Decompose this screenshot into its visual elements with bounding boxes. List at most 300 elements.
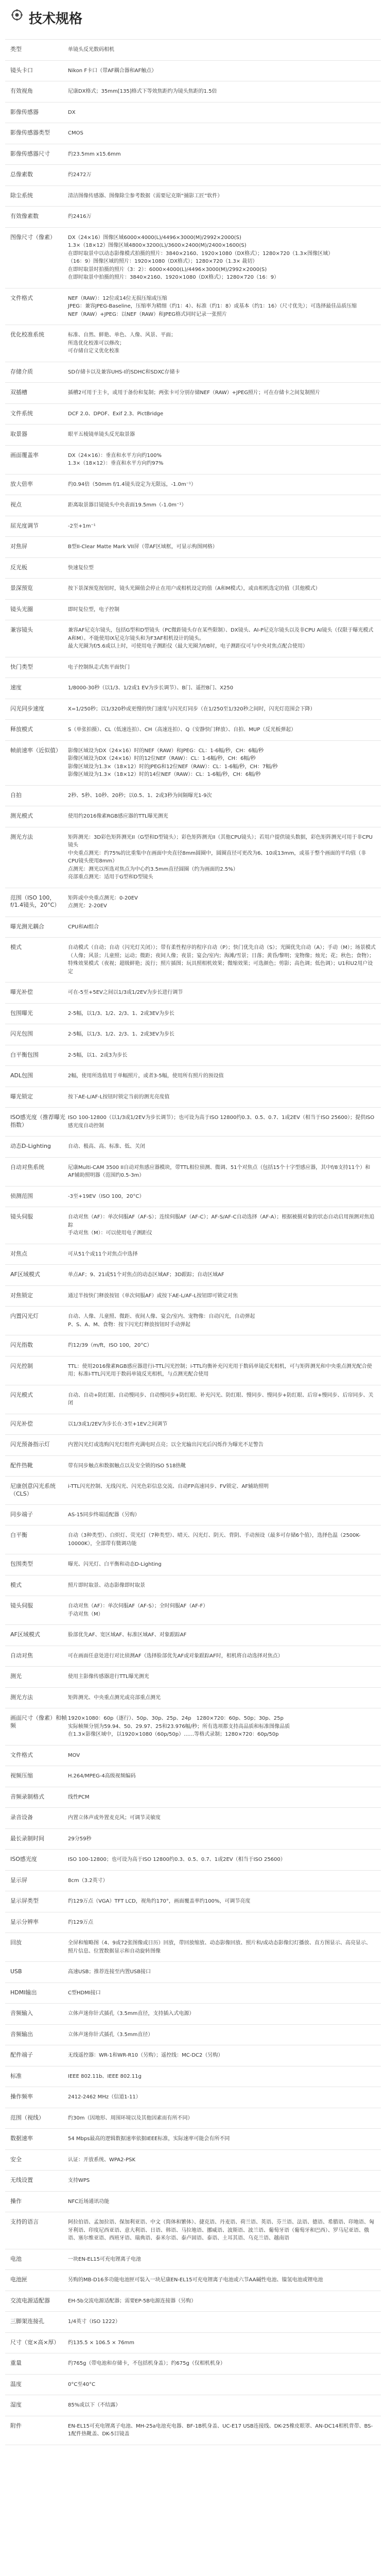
spec-label: 屈光度调节	[10, 522, 39, 529]
spec-label: 镜头伺服	[10, 1213, 33, 1220]
spec-value: -2至+1m⁻¹	[68, 523, 96, 529]
spec-label: 动态D-Lighting	[10, 1143, 51, 1149]
spec-value: -3至+19EV（ISO 100，20°C）	[68, 1193, 145, 1199]
spec-value: 阿拉伯语、孟加拉语、保加利亚语、中文（简体和繁体）、捷克语、丹麦语、荷兰语、英语、芬兰语、法语、德语、希腊语、印地语、匈牙利语、印度尼西亚语、意大利语、日语、韩语、马拉地语、挪威语、波斯语、波兰语、葡萄牙语（葡萄牙和巴西）、罗马尼亚语、俄语、塞尔维亚语、西班牙语、瑞典语、泰米尔语、泰卢固语、泰语、土耳其语、乌克兰语、越南语	[68, 2219, 374, 2242]
spec-row	[5, 1983, 381, 2004]
spec-row	[5, 1625, 381, 1646]
spec-row	[5, 2249, 381, 2270]
spec-label: 速度	[10, 684, 22, 691]
spec-value: 尼康Multi-CAM 3500 II自动对焦感应器模块，带TTL相位侦测、微调、51个对焦点（包括15个十字型感应器，其中f/8支持11个）和AF辅助照明器（范围约0.5-3m）	[68, 1164, 371, 1178]
spec-value: 2-5幅，以1、2或3为步长	[68, 1052, 128, 1058]
spec-label: 视点	[10, 501, 22, 508]
spec-value: 2秒、5秒、10秒、20秒；以0.5、1、2或3秒为间隔曝光1-9次	[68, 792, 212, 799]
spec-row	[5, 657, 381, 679]
spec-row	[5, 2045, 381, 2066]
spec-label: 曝光锁定	[10, 1093, 33, 1100]
spec-row	[5, 2353, 381, 2375]
spec-label: 操作频率	[10, 2093, 33, 2100]
gear-icon	[11, 9, 23, 21]
spec-row	[5, 982, 381, 1004]
spec-row	[5, 1456, 381, 1477]
spec-value: 自动模式（自动；自动（闪光灯关闭））；带有柔性程序的程序自动（P）；快门优先自动（S）；光圈优先自动（A）；手动（M）；场景模式（人像；风景；儿童照；运动；微距；夜间人像；夜景；宴会/室内；海滩/雪景；日落；黄昏/黎明；宠物像；烛光；花；秋色；食物）；特殊效果模式（夜视；超级鲜艳；流行；照片插图；玩具照相机效果；微缩效果；可选颜色；剪影；高色调；低色调）；U1和U2用户设定	[68, 945, 376, 975]
spec-label: 电池匣	[10, 2276, 27, 2283]
spec-value: 自动对焦（AF）：单次伺服AF（AF-S）；全时伺服AF（AF-F） 手动对焦（M）	[68, 1603, 208, 1617]
spec-row	[5, 2066, 381, 2088]
spec-label: 最长录制时间	[10, 1835, 44, 1842]
spec-value: ISO 100-12800；也可设为高于ISO 12800约0.3、0.5、0.7、1或2EV（相当于ISO 25600）	[68, 1857, 286, 1863]
spec-value: AS-15同步终端适配器（另购）	[68, 1512, 140, 1518]
spec-row	[5, 1108, 381, 1137]
spec-label: 三脚架连接孔	[10, 2318, 44, 2325]
spec-label: 音频输入	[10, 2010, 33, 2017]
spec-label: 图像尺寸（像素）	[10, 233, 56, 241]
spec-row	[5, 2375, 381, 2396]
spec-value: 2幅，使用所选值用于单幅照片，或者3-5幅，使用所有照片的预设值	[68, 1073, 224, 1079]
spec-value: 支持WPS	[68, 2178, 90, 2184]
spec-label: 测光模式	[10, 812, 33, 819]
spec-label: 对焦屏	[10, 543, 27, 550]
spec-row	[5, 289, 381, 326]
spec-row	[5, 1646, 381, 1667]
spec-label: 测光方法	[10, 1693, 33, 1701]
spec-label: 类型	[10, 46, 22, 53]
spec-value: 29分59秒	[68, 1836, 92, 1842]
spec-label: 音频录制格式	[10, 1793, 44, 1800]
spec-value: 脸部优先AF、宽区域AF、标准区域AF、对象跟踪AF	[68, 1632, 187, 1638]
spec-row	[5, 2333, 381, 2354]
spec-value: 约30m（因地形、周围环境以及其他因素而有所不同）	[68, 2115, 193, 2121]
spec-label: 交流电源适配器	[10, 2297, 50, 2304]
spec-label: 反光板	[10, 564, 27, 571]
spec-label: 侦测范围	[10, 1192, 33, 1199]
spec-row	[5, 2270, 381, 2291]
spec-label: 白平衡包围	[10, 1051, 39, 1058]
spec-label: 自动对焦系统	[10, 1163, 44, 1171]
spec-label: 显示屏	[10, 1876, 27, 1884]
spec-value: 2412-2462 MHz（信道1-11）	[68, 2094, 141, 2100]
spec-value: 内置立体声或外置麦克风；可调节灵敏度	[68, 1815, 161, 1821]
spec-row	[5, 2129, 381, 2150]
spec-row	[5, 123, 381, 144]
spec-label: 配件端子	[10, 2052, 33, 2059]
spec-row	[5, 678, 381, 699]
spec-label: 无线设置	[10, 2177, 33, 2184]
spec-row	[5, 1477, 381, 1505]
spec-label: 闪光模式	[10, 1391, 33, 1398]
spec-label: 镜头卡口	[10, 66, 33, 74]
spec-row	[5, 888, 381, 917]
spec-value: 无线遥控器：WR-1和WR-R10（另购）；遥控线：MC-DC2（另购）	[68, 2053, 223, 2059]
spec-value: 电子控制纵走式焦平面快门	[68, 664, 130, 670]
spec-label: 电池	[10, 2255, 22, 2262]
spec-value: B型II-Clear Matte Mark VII屏（带AF区域框，可显示构图网格）	[68, 544, 218, 550]
spec-label: 范围（ISO 100，f/1.4镜头，20°C）	[10, 894, 60, 909]
spec-label: 范围（视线）	[10, 2114, 44, 2121]
spec-row	[5, 1158, 381, 1187]
spec-value: 立体声迷你针式插孔（3.5mm直径）	[68, 2031, 153, 2038]
spec-value: 约129万点（VGA）TFT LCD，视角约170°，画面覆盖率约100%，可调节亮度	[68, 1899, 251, 1905]
spec-row	[5, 1871, 381, 1892]
spec-value: 通过半按快门释放按钮（单次伺服AF）或按下AE-L/AF-L按钮即可锁定对焦	[68, 1293, 238, 1299]
spec-row	[5, 40, 381, 61]
spec-label: USB	[10, 1968, 22, 1975]
spec-row	[5, 2395, 381, 2416]
spec-label: 安全	[10, 2156, 22, 2163]
spec-value: CPU和AI组合	[68, 924, 99, 930]
spec-row	[5, 806, 381, 827]
spec-label: 包围曝光	[10, 1009, 33, 1016]
spec-value: 距离取景器目镜镜头中央表面19.5mm（-1.0m⁻¹）	[68, 502, 187, 508]
spec-value: 单镜头反光数码相机	[68, 47, 114, 53]
spec-row	[5, 474, 381, 496]
spec-label: 影像传感器尺寸	[10, 150, 50, 157]
spec-row	[5, 425, 381, 446]
spec-value: 约129万点	[68, 1919, 94, 1925]
spec-label: 显示分辨率	[10, 1918, 39, 1925]
spec-label: 操作	[10, 2197, 22, 2205]
spec-row	[5, 228, 381, 289]
spec-label: 对焦点	[10, 1250, 27, 1257]
spec-value: 1/8000-30秒（以1/3、1/2或1 EV为步长调节）、B门、遥控B门、X250	[68, 685, 234, 691]
spec-value: 约765g（带电池和存储卡，不包括机身盖）；约675g（仅相机机身）	[68, 2361, 225, 2367]
spec-row	[5, 1137, 381, 1158]
spec-label: ISO感光度（推荐曝光指数）	[10, 1114, 65, 1128]
spec-label: 曝光补偿	[10, 989, 33, 995]
spec-label: 除尘系统	[10, 192, 33, 199]
spec-label: 释放模式	[10, 726, 33, 733]
spec-row	[5, 1787, 381, 1808]
spec-value: 可在画面任意处进行对比侦测AF（选择脸部优先AF或对象跟踪AF时，相机将自动选择对焦点）	[68, 1653, 283, 1659]
spec-row	[5, 720, 381, 741]
spec-value: 带有同步触点和数据触点以及安全锁的ISO 518热靴	[68, 1463, 186, 1469]
spec-label: 影像传感器	[10, 108, 39, 115]
spec-value: 即时复位型，电子控制	[68, 606, 119, 613]
spec-value: 85%或以下（不结露）	[68, 2402, 121, 2409]
spec-row	[5, 1596, 381, 1625]
spec-row	[5, 383, 381, 404]
spec-row	[5, 207, 381, 228]
spec-row	[5, 1554, 381, 1575]
spec-value: 矩阵测光：3D彩色矩阵测光II（G型和D型镜头）；彩色矩阵测光II（其他CPU镜头）；若用户提供镜头数据，彩色矩阵测光可用于非CPU镜头 中央重点测光：约75%的比重集中在画面中央直径8mm圆圈中，圆圈直径可更改为6、10或13mm，或基于整个画面的平均值（非CPU镜头使用8mm） 点测光：测光以所选对焦点为中心约3.5mm直径圆圈（约为画面的2.5%） 亮部重点测光：适用于G型和D型镜头	[68, 834, 373, 880]
spec-label: 帧前速率（近似值）	[10, 747, 61, 754]
spec-label: ISO感光度	[10, 1856, 37, 1863]
spec-label: 镜头光圈	[10, 605, 33, 613]
spec-label: ADL包围	[10, 1072, 33, 1079]
spec-row	[5, 495, 381, 516]
spec-value: 0°C至40°C	[68, 2381, 96, 2387]
spec-value: MOV	[68, 1752, 80, 1758]
spec-label: 有效像素数	[10, 213, 39, 219]
spec-row	[5, 2025, 381, 2046]
spec-row	[5, 1933, 381, 1962]
spec-label: 文件格式	[10, 1751, 33, 1758]
spec-row	[5, 786, 381, 807]
spec-value: 线性PCM	[68, 1794, 90, 1800]
spec-row	[5, 165, 381, 186]
spec-row	[5, 917, 381, 938]
spec-value: 1/4英寸（ISO 1222）	[68, 2319, 120, 2325]
spec-value: 1920×1080：60p（逐行）、50p、30p、25p、24p 1280×720：60p、50p；30p、25p 实际帧频分别为59.94、50、29.97、25和23.976幅/秒；所有选项都支持高品质和标准图像品质 在1.3×影像区域中，以1920×1080（60p/50p）……等格式录制；1280×720：60p/50p	[68, 1716, 290, 1738]
spec-label: 放大倍率	[10, 480, 33, 487]
spec-label: 重量	[10, 2360, 22, 2367]
spec-value: 清洁图像传感器、图像除尘参考数据（需要尼克斯“捕影工匠”软件）	[68, 193, 223, 199]
spec-row	[5, 827, 381, 888]
spec-value: 照片即时取景、动态影像即时取景	[68, 1582, 145, 1588]
spec-label: 闪光控制	[10, 1362, 33, 1369]
spec-value: TTL：使用2016像素RGB感应器进行i-TTL闪光控制；i-TTL均衡补充闪光用于数码单镜反光相机，可与矩阵测光和中央重点测光配合使用；标准i-TTL闪光用于数码单镜反光相机，与点测光配合使用	[68, 1363, 372, 1377]
spec-label: 快门类型	[10, 663, 33, 670]
spec-label: HDMI输出	[10, 1989, 37, 1996]
spec-value: 自动、自动+防红眼、自动慢同步、自动慢同步+防红眼、补充闪光、防红眼、慢同步、慢同步+防红眼、后帘+慢同步、后帘同步、关闭	[68, 1392, 374, 1406]
spec-value: 自动（3种类型）、白炽灯、荧光灯（7种类型）、晴天、闪光灯、阴天、背阴、手动预设（最多可存储6个值），选择色温（2500K-10000K），全部带有微调功能	[68, 1533, 361, 1547]
spec-row	[5, 1688, 381, 1709]
spec-label: 自动对焦	[10, 1652, 33, 1659]
spec-row	[5, 1307, 381, 1335]
spec-value: DX（24×16）：垂直和水平方向约100% 1.3×（18×12）：垂直和水平方向约97%	[68, 452, 164, 466]
spec-label: 优化校准系统	[10, 331, 44, 338]
spec-label: 湿度	[10, 2401, 22, 2409]
spec-row	[5, 1004, 381, 1025]
spec-label: AF区域模式	[10, 1631, 40, 1638]
spec-value: 插槽2可用于主卡，或用于备份和复制；两张卡可分别存储NEF（RAW）+JPEG照片；可在存储卡之间复制照片	[68, 390, 321, 396]
spec-value: 矩阵测光、中央重点测光或亮部重点测光	[68, 1694, 161, 1701]
spec-label: 尺寸（宽×高×厚）	[10, 2338, 60, 2346]
spec-value: 以1/3或1/2EV为步长在-3至+1EV之间调节	[68, 1421, 168, 1427]
spec-row	[5, 1850, 381, 1871]
spec-label: 闪光指数	[10, 1342, 33, 1348]
spec-row	[5, 1962, 381, 1983]
spec-value: 约23.5mm x15.6mm	[68, 151, 121, 157]
spec-row	[5, 1066, 381, 1087]
spec-label: AF区域模式	[10, 1271, 40, 1278]
spec-row	[5, 1708, 381, 1745]
spec-row	[5, 2150, 381, 2171]
spec-row	[5, 81, 381, 103]
spec-value: NEF（RAW）：12位或14位无损压缩或压缩 JPEG：兼容JPEG-Baseline，压缩率为精细（约1：4）、标准（约1：8）或基本（约1：16）（尺寸优先）；可选择最佳品质压缩 NEF（RAW）+JPEG：以NEF（RAW）和JPEG格式同时记录一张照片	[68, 295, 357, 317]
spec-label: 温度	[10, 2380, 22, 2387]
spec-value: SD存储卡以及兼容UHS-I的SDHC和SDXC存储卡	[68, 369, 180, 375]
spec-table	[5, 39, 381, 2445]
spec-label: 兼容镜头	[10, 626, 33, 633]
spec-label: 文件系统	[10, 410, 33, 417]
spec-label: 内置闪光灯	[10, 1313, 39, 1319]
spec-value: Nikon F卡口（带AF耦合器和AF触点）	[68, 67, 157, 74]
spec-label: 配件热靴	[10, 1462, 33, 1469]
spec-value: 自动对焦（AF）：单次伺服AF（AF-S）；连续伺服AF（AF-C）；AF-S/AF-C自动选择（AF-A）；根据被摄对象的状态自动启用预测对焦追踪 手动对焦（M）：可以使用电子测距仪	[68, 1214, 375, 1236]
spec-label: 闪光包围	[10, 1030, 33, 1037]
spec-value: 一块EN-EL15可充电锂离子电池	[68, 2256, 142, 2262]
spec-label: 取景器	[10, 431, 27, 437]
spec-value: DX（24×16）图像区域6000×4000(L)/4496×3000(M)/2992×2000(S) 1.3×（18×12）图像区域4800×3200(L)/3600×2400(M)/2400×1600(S) 在即时取景中以动态影像模式拍摄的照片：3840×2160、1920×1080（DX格式）；1280×720（1.3×图像区域） （16：9）图像区域的照片：1920×1080（DX格式）；1280×720（1.3× 裁切） 在即时取景时拍摄的照片（3：2）：6000×4000(L)/4496×3000(M)/2992×2000(S) 在即时取景中拍摄的照片：3840×2160、1920×1080（DX格式）；1280×720（16：9）	[68, 234, 334, 280]
spec-value: 快速复位型	[68, 565, 94, 571]
spec-value: IEEE 802.11b、IEEE 802.11g	[68, 2073, 142, 2079]
spec-value: 立体声迷你针式插孔（3.5mm直径，支持插入式电源）	[68, 2011, 195, 2017]
spec-label: 有效视角	[10, 88, 33, 94]
spec-value: 兼容AF尼克尔镜头，包括G型和D型镜头（PC微距镜头存在某些限制）、DX镜头、AI-P尼克尔镜头以及非CPU AI镜头（仅限于曝光模式A和M）。不能使用IX尼克尔镜头和为F3AF相机设计的镜头。 最大光圈为f/5.6或以上时，可使用电子测距仪（最大光圈为f/8时，电子测距仪可与中央对焦点配合使用）	[68, 628, 374, 649]
spec-label: 闪光同步速度	[10, 705, 44, 712]
spec-label: 测光方法	[10, 833, 33, 840]
spec-row	[5, 1575, 381, 1597]
spec-label: 白平衡	[10, 1532, 27, 1539]
spec-row	[5, 1435, 381, 1456]
spec-value: 影像区域设为DX（24×16）时的NEF（RAW）和JPEG：CL：1-6幅/秒，CH：6幅/秒 影像区域设为DX（24×16）时的12位NEF（RAW）：CL：1-6幅/秒，CH：6幅/秒 影像区域设为1.3×（18×12）时的JPEG和12位NEF（RAW）：CL：1-6幅/秒，CH：7幅/秒 影像区域设为1.3×（18×12）时的14位NEF（RAW）：CL：1-6幅/秒，CH：6幅/秒	[68, 748, 278, 777]
spec-label: 显示屏类型	[10, 1897, 39, 1905]
spec-label: 标准	[10, 2072, 22, 2079]
spec-value: 约2416万	[68, 214, 92, 219]
spec-row	[5, 741, 381, 786]
spec-row	[5, 2192, 381, 2213]
spec-value: 曝光、闪光灯、白平衡和动态D-Lighting	[68, 1562, 162, 1568]
spec-row	[5, 103, 381, 124]
spec-row	[5, 1667, 381, 1688]
spec-label: 视频压缩	[10, 1772, 33, 1780]
spec-row	[5, 2212, 381, 2249]
spec-value: C型HDMI接口	[68, 1990, 101, 1996]
spec-value: 自动、人像、儿童照、微距、夜间人像、宴会/室内、宠物像：自动闪光，自动弹起 P、S、A、M、食物：按下闪光灯释放按钮时手动弹起	[68, 1314, 255, 1328]
spec-value: 可在-5至+5EV之间以1/3或1/2EV为步长进行调节	[68, 990, 183, 995]
spec-value: S（单张拍摄）、CL（低速连拍）、CH（高速连拍）、Q（安静快门释放）、自拍、MUP（反光板弹起）	[68, 727, 296, 733]
spec-label: 自拍	[10, 791, 22, 799]
spec-value: 2-5幅，以1/3、1/2、2/3、1、2或3EV为步长	[68, 1031, 174, 1037]
spec-row	[5, 1087, 381, 1108]
spec-label: 曝光测光耦合	[10, 923, 44, 930]
spec-row	[5, 1745, 381, 1767]
spec-value: 按下景深预览按钮时，镜头光圈值会停止在用户或相机设定的值（A和M模式），或由相机选定的值（其他模式）	[68, 586, 321, 591]
spec-value: 约2472万	[68, 172, 92, 178]
spec-label: 画面覆盖率	[10, 451, 39, 459]
spec-row	[5, 2108, 381, 2129]
spec-row	[5, 1505, 381, 1526]
spec-label: 数据速率	[10, 2135, 33, 2142]
spec-row	[5, 1766, 381, 1787]
spec-row	[5, 537, 381, 558]
spec-label: 闪光补偿	[10, 1420, 33, 1427]
spec-value: 内置闪光灯或选购闪光灯组件充满电时点亮；以全光输出闪光后闪烁作为曝光不足警告	[68, 1442, 264, 1448]
spec-row	[5, 325, 381, 362]
spec-label: 双插槽	[10, 389, 27, 396]
spec-label: 测光	[10, 1673, 22, 1680]
spec-label: 影像传感器类型	[10, 129, 50, 136]
spec-value: 高速USB；推荐连接至内置USB接口	[68, 1969, 151, 1975]
spec-label: 支持的语言	[10, 2218, 39, 2226]
spec-label: 附件	[10, 2422, 22, 2429]
spec-row	[5, 558, 381, 579]
spec-row	[5, 2004, 381, 2025]
spec-value: 54 Mbps最高的逻辑数据速率依据IEEE标准，实际速率可能会有所不同	[68, 2136, 230, 2142]
spec-value: 尼康DX格式；35mm[135]格式下等效焦距约为镜头焦距的1.5倍	[68, 89, 217, 94]
spec-value: 约12/39（m/ft，ISO 100，20°C）	[68, 1343, 152, 1348]
spec-value: 2-5幅，以1/3、1/2、2/3、1、2或3EV为步长	[68, 1010, 174, 1016]
spec-row	[5, 1045, 381, 1066]
spec-row	[5, 61, 381, 82]
spec-value: CMOS	[68, 130, 83, 136]
spec-row	[5, 600, 381, 621]
spec-value: 使用主影像传感器进行TTL曝光测光	[68, 1674, 149, 1680]
spec-label: 音频输出	[10, 2030, 33, 2038]
spec-row	[5, 2312, 381, 2333]
spec-value: 矩阵或中央重点测光：0-20EV 点测光：2-20EV	[68, 895, 138, 909]
spec-row	[5, 1244, 381, 1265]
spec-label: 回放	[10, 1939, 22, 1946]
spec-value: 8cm（3.2英寸）	[68, 1877, 108, 1884]
spec-row	[5, 516, 381, 537]
spec-row	[5, 1912, 381, 1934]
spec-value: EN-EL15可充电锂离子电池、MH-25a电池充电器、BF-1B机身盖、UC-E17 USB连接线、DK-25橡皮眼罩、AN-DC14相机背带、BS-1配件热靴盖、DK-5目镜盖	[68, 2423, 373, 2437]
spec-row	[5, 2416, 381, 2445]
spec-label: 闪光预备指示灯	[10, 1441, 50, 1448]
spec-value: 约135.5 × 106.5 × 76mm	[68, 2340, 134, 2346]
spec-value: 使用约2016像素RGB感应器的TTL曝光测光	[68, 814, 168, 819]
spec-value: 认证：开放系统、WPA2-PSK	[68, 2157, 136, 2163]
spec-value: 全屏和缩略图（4、9或72张图像或日历）回放，带回放缩放、动态影像回放、照片和/或动态影像幻灯播放、直方图显示、高亮显示、照片信息、位置数据显示和自动旋转图像	[68, 1940, 371, 1954]
spec-value: 可从51个或11个对焦点中选择	[68, 1251, 138, 1257]
spec-value: ISO 100-12800（以1/3或1/2EV为步长调节）；也可设为高于ISO 12800约0.3、0.5、0.7、1或2EV（相当于ISO 25600）；提供ISO感光度自动控制	[68, 1115, 375, 1129]
spec-value: DCF 2.0、DPOF、Exif 2.3、PictBridge	[68, 411, 164, 417]
spec-label: 总像素数	[10, 171, 33, 178]
spec-value: H.264/MPEG-4高级视频编码	[68, 1773, 136, 1780]
spec-row	[5, 1187, 381, 1208]
spec-row	[5, 1414, 381, 1435]
spec-label: 模式	[10, 1581, 22, 1588]
spec-row	[5, 1265, 381, 1286]
spec-row	[5, 1024, 381, 1045]
spec-row	[5, 144, 381, 165]
spec-value: 眼平五棱镜单镜头反光取景器	[68, 432, 135, 437]
spec-row	[5, 1385, 381, 1414]
spec-row	[5, 2291, 381, 2312]
spec-value: NFC近场通讯功能	[68, 2198, 110, 2205]
spec-row	[5, 1286, 381, 1307]
spec-row	[5, 579, 381, 600]
spec-value: X=1/250秒；以1/320秒或更慢的快门速度与闪光灯同步（在1/250至1/320秒之间时，闪光灯范围会下降）	[68, 706, 315, 712]
spec-value: EH-5b交流电源适配器；需要EP-5B电源连接器（另购）	[68, 2298, 197, 2304]
spec-row	[5, 2087, 381, 2108]
spec-row	[5, 446, 381, 474]
spec-row	[5, 699, 381, 720]
spec-row	[5, 1526, 381, 1554]
spec-label: 录音设备	[10, 1814, 33, 1821]
spec-value: DX	[68, 109, 76, 115]
spec-value: 标准、自然、鲜艳、单色、人像、风景、平面； 所选优化校准可以修改； 可存储自定义优化校准	[68, 332, 176, 354]
spec-row	[5, 1808, 381, 1829]
spec-label: 同步端子	[10, 1511, 33, 1518]
spec-label: 尼康创意闪光系统（CLS）	[10, 1483, 56, 1497]
spec-row	[5, 186, 381, 207]
spec-label: 对焦锁定	[10, 1292, 33, 1299]
spec-label: 镜头伺服	[10, 1602, 33, 1609]
spec-label: 画面尺寸（像素）和帧频	[10, 1715, 67, 1730]
spec-row	[5, 620, 381, 657]
spec-value: 另购的MB-D16多功能电池匣可装入一块尼康EN-EL15可充电锂离子电池或六节AA碱性电池、镍氢电池或锂电池	[68, 2277, 323, 2283]
spec-label: 模式	[10, 944, 22, 951]
spec-value: 约0.94倍（50mm f/1.4镜头设定为无限远，-1.0m⁻¹）	[68, 481, 196, 487]
header	[0, 0, 386, 36]
spec-row	[5, 1829, 381, 1850]
spec-row	[5, 2171, 381, 2192]
spec-row	[5, 1335, 381, 1357]
spec-row	[5, 1357, 381, 1385]
spec-row	[5, 404, 381, 425]
spec-value: 单点AF；9、21或51个对焦点的动态区域AF；3D跟踪；自动区域AF	[68, 1272, 224, 1278]
spec-label: 存储介质	[10, 368, 33, 375]
spec-label: 景深预览	[10, 585, 33, 591]
spec-value: i-TTL闪光控制、无线闪光、闪光色彩信息交流、自动FP高速同步、FV锁定、AF辅助照明	[68, 1484, 269, 1489]
spec-row	[5, 1207, 381, 1244]
spec-row	[5, 938, 381, 982]
spec-label: 包围类型	[10, 1561, 33, 1568]
spec-label: 文件格式	[10, 294, 33, 301]
spec-row	[5, 362, 381, 383]
